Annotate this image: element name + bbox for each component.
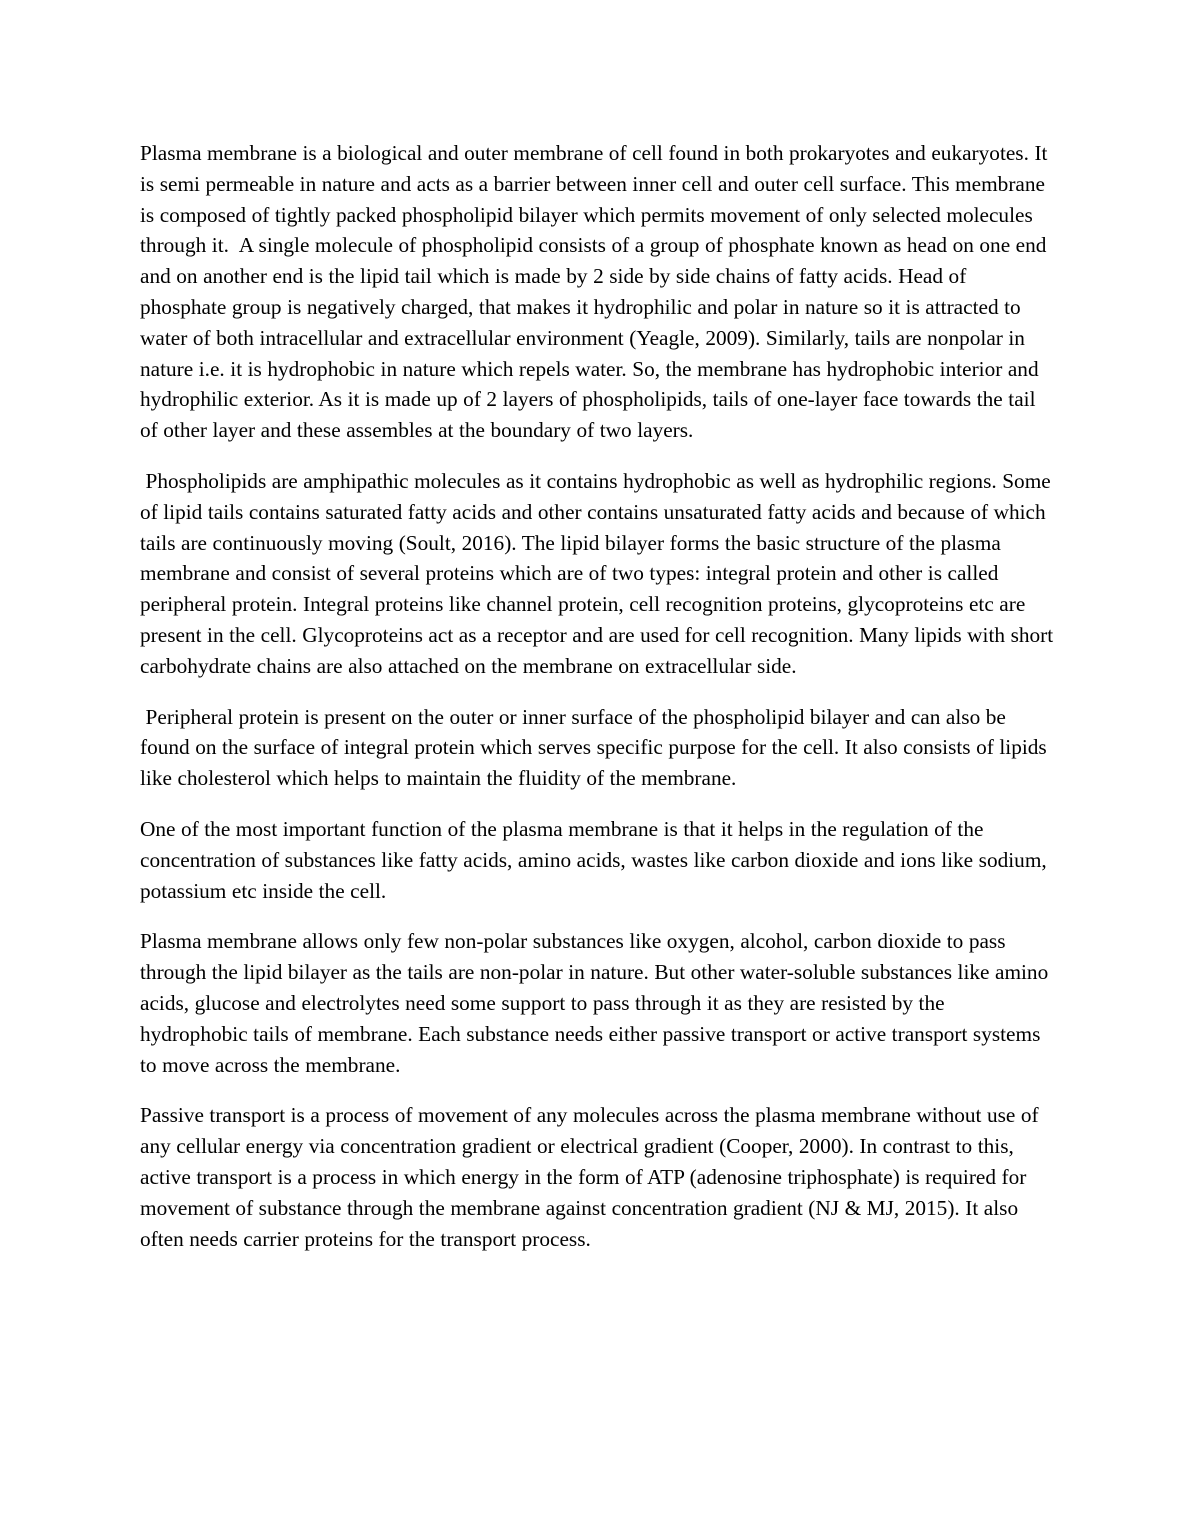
paragraph-plasma-membrane-intro: Plasma membrane is a biological and outer membrane of cell found in both prokaryotes and eukaryotes. It is semi permeable in nature and acts as a barrier between inner cell and outer cell surface. This membrane is composed of tightly packed phospholipid bilayer which permits movement of only selected molecules through it. A single molecule of phospholipid consists of a group of phosphate known as head on one end and on another end is the lipid tail which is made by 2 side by side chains of fatty acids. Head of phosphate group is negatively charged, that makes it hydrophilic and polar in nature so it is attracted to water of both intracellular and extracellular environment (Yeagle, 2009). Similarly, tails are nonpolar in nature i.e. it is hydrophobic in nature which repels water. So, the membrane has hydrophobic interior and hydrophilic exterior. As it is made up of 2 layers of phospholipids, tails of one-layer face towards the tail of other layer and these assembles at the boundary of two layers. <box>140 141 1053 443</box>
paragraph-membrane-function: One of the most important function of the plasma membrane is that it helps in the regulation of the concentration of substances like fatty acids, amino acids, wastes like carbon dioxide and ions like sodium, potassium etc inside the cell. <box>140 816 1053 903</box>
paragraph-peripheral-protein: Peripheral protein is present on the outer or inner surface of the phospholipid bilayer and can also be found on the surface of integral protein which serves specific purpose for the cell. It also consists of lipids like cholesterol which helps to maintain the fluidity of the membrane. <box>140 704 1053 791</box>
paragraph-phospholipids-amphipathic: Phospholipids are amphipathic molecules as it contains hydrophobic as well as hydrophilic regions. Some of lipid tails contains saturated fatty acids and other contains unsaturated fatty acids and because of which tails are continuously moving (Soult, 2016). The lipid bilayer forms the basic structure of the plasma membrane and consist of several proteins which are of two types: integral protein and other is called peripheral protein. Integral proteins like channel protein, cell recognition proteins, glycoproteins etc are present in the cell. Glycoproteins act as a receptor and are used for cell recognition. Many lipids with short carbohydrate chains are also attached on the membrane on extracellular side. <box>140 468 1059 678</box>
document-body <box>140 138 1059 1274</box>
paragraph-passive-active-transport: Passive transport is a process of movement of any molecules across the plasma membrane without use of any cellular energy via concentration gradient or electrical gradient (Cooper, 2000). In contrast to this, active transport is a process in which energy in the form of ATP (adenosine triphosphate) is required for movement of substance through the membrane against concentration gradient (NJ & MJ, 2015). It also often needs carrier proteins for the transport process. <box>140 1103 1045 1251</box>
paragraph-non-polar-substances: Plasma membrane allows only few non-polar substances like oxygen, alcohol, carbon dioxide to pass through the lipid bilayer as the tails are non-polar in nature. But other water-soluble substances like amino acids, glucose and electrolytes need some support to pass through it as they are resisted by the hydrophobic tails of membrane. Each substance needs either passive transport or active transport systems to move across the membrane. <box>140 929 1054 1077</box>
